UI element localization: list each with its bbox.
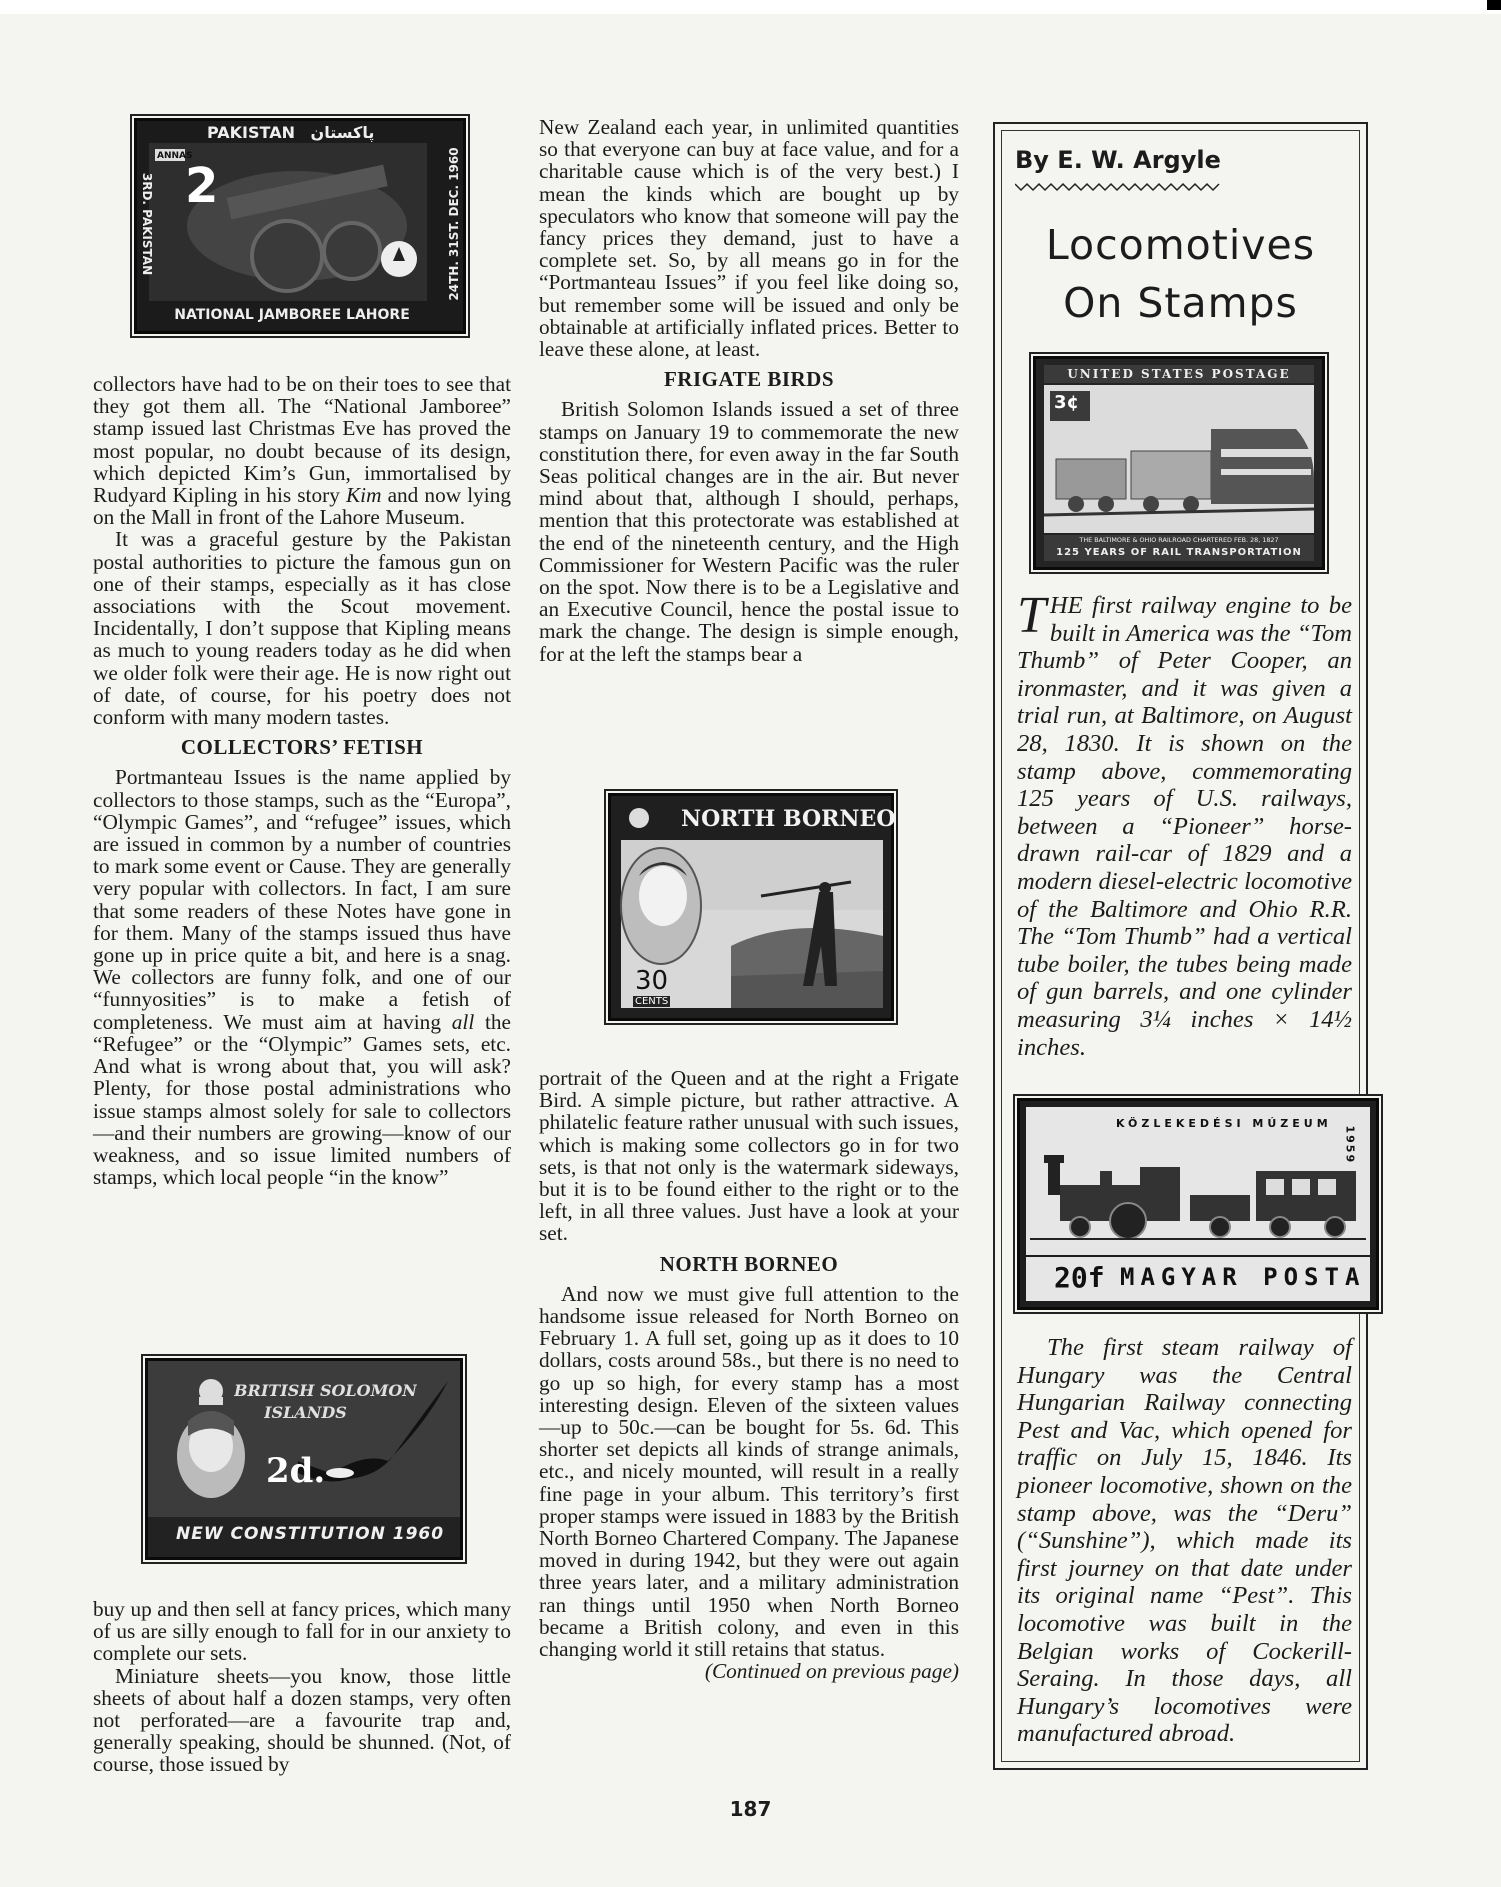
dropcap: T	[1017, 587, 1046, 644]
sidebar-paragraph-1	[1017, 587, 1352, 1061]
pakistan-bottom-text: NATIONAL JAMBOREE LAHORE	[174, 307, 410, 323]
hungary-top-text: KÖZLEKEDÉSI MÚZEUM	[1116, 1117, 1332, 1130]
column-1	[93, 373, 511, 1188]
col1-p3-text: Portmanteau Issues is the name applied by collectors to those stamps, such as the “Europa”, “Olympic Games”, and “refugee” issues, which are issued in common by a number of countries to mark some event or Cause. They are generally very popular with collectors. In fact, I am sure that some readers of these Notes have gone in for them. Many of the stamps issued thus have gone up in price quite a bit, and here is a snag. We collectors are funny folk, and one of our “funnyosities” is to make a fetish of completeness. We must aim at having	[93, 765, 511, 1034]
usa-value: 3¢	[1054, 392, 1080, 413]
usa-railroad-stamp	[1033, 356, 1325, 570]
solomon-name-line1: BRITISH SOLOMON	[234, 1381, 417, 1400]
solomon-value: 2d.	[266, 1451, 326, 1491]
title-line-2: On Stamps	[1063, 279, 1298, 327]
col1-paragraph-1	[93, 373, 511, 528]
pakistan-value: 2	[185, 159, 219, 213]
column-2	[539, 116, 959, 665]
col2-paragraph-2: British Solomon Islands issued a set of three stamps on January 19 to commemorate the new constitution there, for even away in the far South Seas political changes are in the air. But never mind about that, although I should, perhaps, mention that this protectorate was established at the end of the nineteenth century, and the High Commissioner for Western Pacific was the ruler on the spot. Now there is to be a Legislative and an Executive Council, hence the postal issue to mark the change. The design is simple enough, for at the left the stamps bear a	[539, 397, 959, 666]
sidebar-paragraph-2: The first steam railway of Hungary was the Central Hungarian Railway connecting Pest and Vac, which opened for traffic on July 15, 1846. Its pioneer locomotive, shown on the stamp above, was the “Deru” (“Sunshine”), which made its first journey on that date under its original name “Pest”. This locomotive was built in the Belgian works of Cockerill-Seraing. In those days, all Hungary’s locomotives were manufactured abroad.	[1017, 1334, 1352, 1748]
usa-top-text: UNITED STATES POSTAGE	[1067, 367, 1291, 381]
borneo-value: 30	[635, 966, 669, 996]
col1-p1-italic: Kim	[345, 483, 382, 508]
col1-paragraph-5: Miniature sheets—you know, those little sheets of about half a dozen stamps, very often not perforated—are a favourite trap and, generally speaking, should be shunned. (Not, of course, those issued by	[93, 1663, 511, 1777]
usa-caption-2: 125 YEARS OF RAIL TRANSPORTATION	[1056, 547, 1302, 558]
solomon-islands-stamp	[145, 1358, 463, 1560]
hungary-year: 1959	[1343, 1125, 1357, 1165]
col2-paragraph-4: And now we must give full attention to the handsome issue released for North Borneo on February 1. A full set, going up as it does to 10 dollars, costs around 58s., but there is no need to go up so high, for every stamp has a most interesting design. Eleven of the sixteen values—up to 50c.—can be bought for 5s. 6d. This shorter set depicts all kinds of strange animals, etc., and nicely mounted, will result in a really fine page in your album. This territory’s first proper stamps were issued in 1883 by the British North Borneo Chartered Company. The Japanese moved in during 1942, but they were out again three years later, and a military administration ran things until 1950 when North Borneo became a British colony, and even in this changing world it still retains that status.	[539, 1281, 959, 1662]
sidebar-text-1	[1017, 587, 1352, 1061]
column-1-bottom	[93, 1598, 511, 1776]
byline: By E. W. Argyle	[1015, 146, 1221, 174]
pakistan-stamp	[134, 118, 466, 334]
sidebar-box	[993, 122, 1368, 1770]
col1-p1-end: and now lying on the Mall in front of the Lahore Museum.	[93, 483, 511, 530]
article-title	[995, 216, 1366, 332]
title-line-1: Locomotives	[1045, 221, 1316, 269]
col1-p3-italic: all	[451, 1009, 475, 1034]
pakistan-top-strip	[147, 123, 447, 143]
page-top-margin	[0, 0, 1501, 14]
sidebar-text-2	[1017, 1334, 1352, 1748]
column-2-bottom	[539, 1067, 959, 1682]
continued-note: (Continued on previous page)	[704, 1659, 959, 1684]
hungary-locomotive-stamp	[1017, 1098, 1379, 1310]
usa-caption-1: THE BALTIMORE & OHIO RAILROAD CHARTERED FEB. 28, 1827	[1079, 536, 1279, 544]
north-borneo-stamp	[608, 793, 894, 1021]
pakistan-right-side-text: 24TH. 31ST. DEC. 1960	[447, 147, 461, 301]
solomon-bottom-text: NEW CONSTITUTION 1960	[176, 1524, 445, 1544]
heading-frigate-birds: FRIGATE BIRDS	[663, 367, 835, 392]
heading-collectors-fetish: COLLECTORS’ FETISH	[180, 735, 424, 760]
pakistan-currency: ANNAS	[157, 151, 193, 161]
col1-paragraph-3	[93, 766, 511, 1188]
borneo-unit: CENTS	[635, 996, 669, 1007]
byline-squiggle	[1015, 180, 1225, 192]
col1-p1-text: collectors have had to be on their toes to see that they got them all. The “National Jamboree” stamp issued last Christmas Eve has proved the most popular, no doubt because of its design, which depicted Kim’s Gun, immortalised by Rudyard Kipling in his story	[93, 372, 511, 508]
hungary-country: MAGYAR POSTA	[1120, 1263, 1366, 1291]
col2-paragraph-3: portrait of the Queen and at the right a Frigate Bird. A simple picture, but rather attractive. A philatelic feature rather unusual with such issues, which is making some collectors go in for two sets, is that not only is the watermark sideways, but it is to be found either to the right or to the left, in all three values. Just have a look at your set.	[539, 1066, 959, 1246]
solomon-name-line2: ISLANDS	[264, 1403, 347, 1422]
pakistan-urdu-name: پاکستان	[310, 123, 375, 142]
hungary-value: 20f	[1054, 1261, 1105, 1294]
page-number: 187	[729, 1797, 772, 1821]
borneo-name: NORTH BORNEO	[681, 806, 896, 832]
col1-paragraph-2: It was a graceful gesture by the Pakistan postal authorities to picture the famous gun on one of their stamps, especially as it has close associations with the Scout movement. Incidentally, I don’t suppose that Kipling means as much to young readers today as he did when we older folk were their age. He is now right out of date, of course, for his poetry does not conform with many modern tastes.	[93, 527, 511, 730]
corner-mark	[1487, 0, 1501, 10]
col2-paragraph-1: New Zealand each year, in unlimited quantities so that everyone can buy at face value, and for a charitable cause which is of the very best.) I mean the kinds which are bought up by speculators who know that someone will pay the fancy prices they demand, just to have a complete set. So, by all means go in for the “Portmanteau Issues” if you feel like doing so, but remember some will be issued and only be obtainable at artificially inflated prices. Better to leave these alone, at least.	[539, 115, 959, 362]
heading-north-borneo: NORTH BORNEO	[659, 1251, 839, 1276]
col1-p3-end: the “Refugee” or the “Olympic” Games sets, etc. And what is wrong about that, you will ask? Plenty, for those postal administrations who issue stamps almost solely for sale to collectors—and their numbers are growing—know of our weakness, and so issue limited numbers of stamps, which local people “in the know”	[93, 1009, 512, 1190]
pakistan-name: PAKISTAN	[207, 123, 295, 142]
pakistan-left-side-text: 3RD. PAKISTAN	[140, 172, 154, 276]
col1-paragraph-4: buy up and then sell at fancy prices, which many of us are silly enough to fall for in our anxiety to complete our sets.	[93, 1597, 511, 1666]
sidebar-text1-content: HE first railway engine to be built in America was the “Tom Thumb” of Peter Cooper, an ironmaster, and it was given a trial run, at Baltimore, on August 28, 1830. It is shown on the stamp above, commemorating 125 years of U.S. railways, between a “Pioneer” horse-drawn rail-car of 1829 and a modern diesel-electric locomotive of the Baltimore and Ohio R.R. The “Tom Thumb” had a vertical tube boiler, the tubes being made of gun barrels, and one cylinder measuring 3¼ inches × 14½ inches.	[1017, 592, 1352, 1061]
